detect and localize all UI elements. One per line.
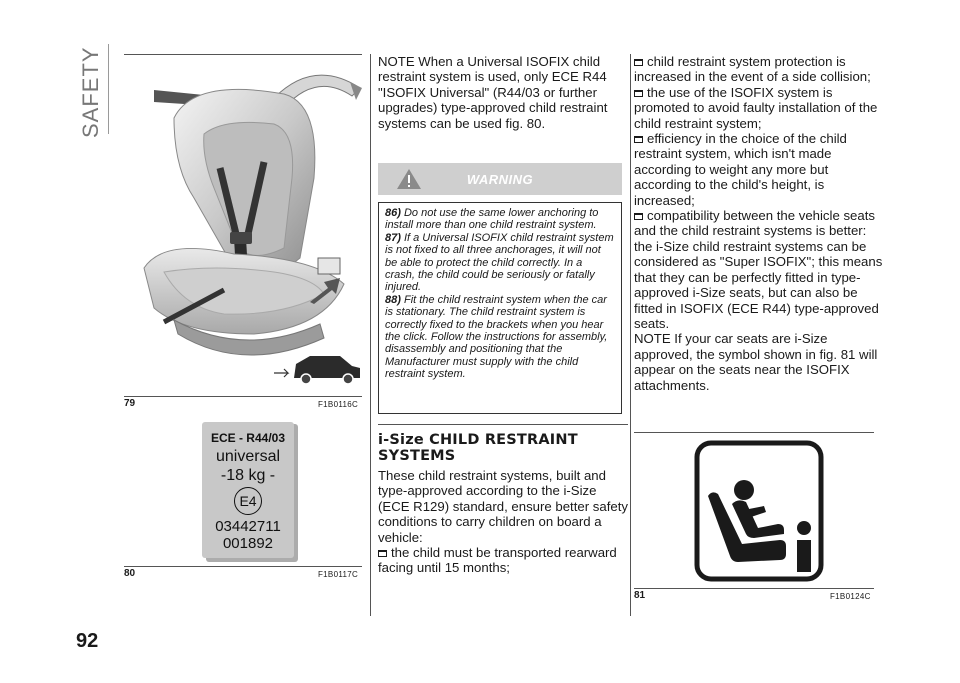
warning-item-text: Fit the child restraint system when the car is stationary. The child restraint system is correctly fixed to the brackets when you hear the click. Follow the instructions for assembly, disassembly and positioning that the Manufacturer must supply with the child restraint system. (385, 293, 608, 381)
figure-number: 80 (124, 568, 136, 579)
section-body (378, 468, 628, 576)
figure-caption-rule (124, 566, 362, 567)
column-divider (370, 54, 371, 616)
list-item (634, 208, 884, 331)
list-item (634, 131, 884, 208)
figure-top-rule (634, 432, 874, 433)
warning-item-number: 86) (385, 207, 401, 219)
section-rule (378, 424, 628, 425)
figure-top-rule (124, 54, 362, 55)
warning-item-number: 88) (385, 293, 401, 306)
checkbox-bullet-icon (634, 136, 643, 143)
note-paragraph: NOTE If your car seats are i-Size approved, the symbol shown in fig. 81 will appear on the seats near the ISOFIX attachments. (634, 331, 878, 393)
list-item (634, 85, 884, 131)
list-item-text: the use of the ISOFIX system is promoted to avoid faulty installation of the child restraint system; (634, 84, 878, 131)
checkbox-bullet-icon (634, 59, 643, 66)
section-label: SAFETY (78, 46, 103, 138)
car-side-icon (274, 356, 360, 384)
warning-item (385, 294, 615, 381)
approval-label (202, 422, 294, 558)
figure-caption-rule (124, 396, 362, 397)
approval-number: 03442711 (215, 518, 281, 535)
page-number: 92 (76, 630, 99, 652)
list-item-text: efficiency in the choice of the child restraint system, which isn't made according to weight any more but according to the child's height, is increased; (634, 131, 847, 208)
warning-item-text: Do not use the same lower anchoring to install more than one child restraint system. (385, 207, 599, 232)
list-item-text: the child must be transported rearward facing until 15 months; (378, 545, 617, 576)
intro-paragraph: These child restraint systems, built and type-approved according to the i-Size (ECE R129) standard, ensure better safety conditions to carry children on board a vehicle: (378, 468, 628, 545)
warning-item (385, 232, 615, 294)
list-item-text: compatibility between the vehicle seats and the child restraint systems is better: the i-Size child restraint systems can be considered as "Super ISOFIX"; this means that they can be perfectly fitted in type-approved i-Size seats, but can also be fitted in ISOFIX (ECE R44) type-approved seats. (634, 208, 883, 331)
child-seat-illustration (124, 58, 364, 394)
checkbox-bullet-icon (634, 90, 643, 97)
warning-header (378, 163, 622, 195)
list-item (634, 54, 884, 85)
figure-code: F1B0116C (318, 400, 359, 409)
section-divider (108, 44, 109, 134)
figure-caption-rule (634, 588, 874, 589)
benefits-list (634, 54, 884, 393)
warning-title: WARNING (466, 172, 534, 187)
approval-label-figure (124, 416, 362, 564)
figure-number: 81 (634, 590, 646, 601)
list-item-text: child restraint system protection is increased in the event of a side collision; (634, 54, 871, 85)
isofix-child-seat-icon (694, 440, 824, 582)
list-item (378, 545, 628, 576)
section-title: i-Size CHILD RESTRAINT SYSTEMS (378, 432, 578, 464)
checkbox-bullet-icon (634, 213, 643, 220)
figure-number: 79 (124, 398, 136, 409)
warning-item-text: If a Universal ISOFIX child restraint system is not fixed to all three anchorages, it will not be able to protect the child correctly. In a crash, the child could be seriously or fatally injured. (385, 231, 614, 294)
approval-category: universal (215, 448, 281, 465)
note-paragraph: NOTE When a Universal ISOFIX child restraint system is used, only ECE R44 "ISOFIX Universal" (R44/03 or further upgrades) type-approved child restraint systems can be used fig. 80. (378, 54, 608, 131)
serial-number: 001892 (222, 535, 274, 552)
approval-standard: ECE - R44/03 (210, 431, 286, 445)
warning-item (385, 207, 615, 232)
warning-item-number: 87) (385, 231, 401, 244)
warning-box (378, 202, 622, 414)
approval-weight: -18 kg - (220, 467, 276, 484)
figure-code: F1B0117C (318, 570, 359, 579)
e-mark-icon: E4 (234, 487, 262, 515)
figure-code: F1B0124C (830, 592, 871, 601)
column-divider (630, 54, 631, 616)
section-tab (78, 46, 118, 140)
checkbox-bullet-icon (378, 550, 387, 557)
